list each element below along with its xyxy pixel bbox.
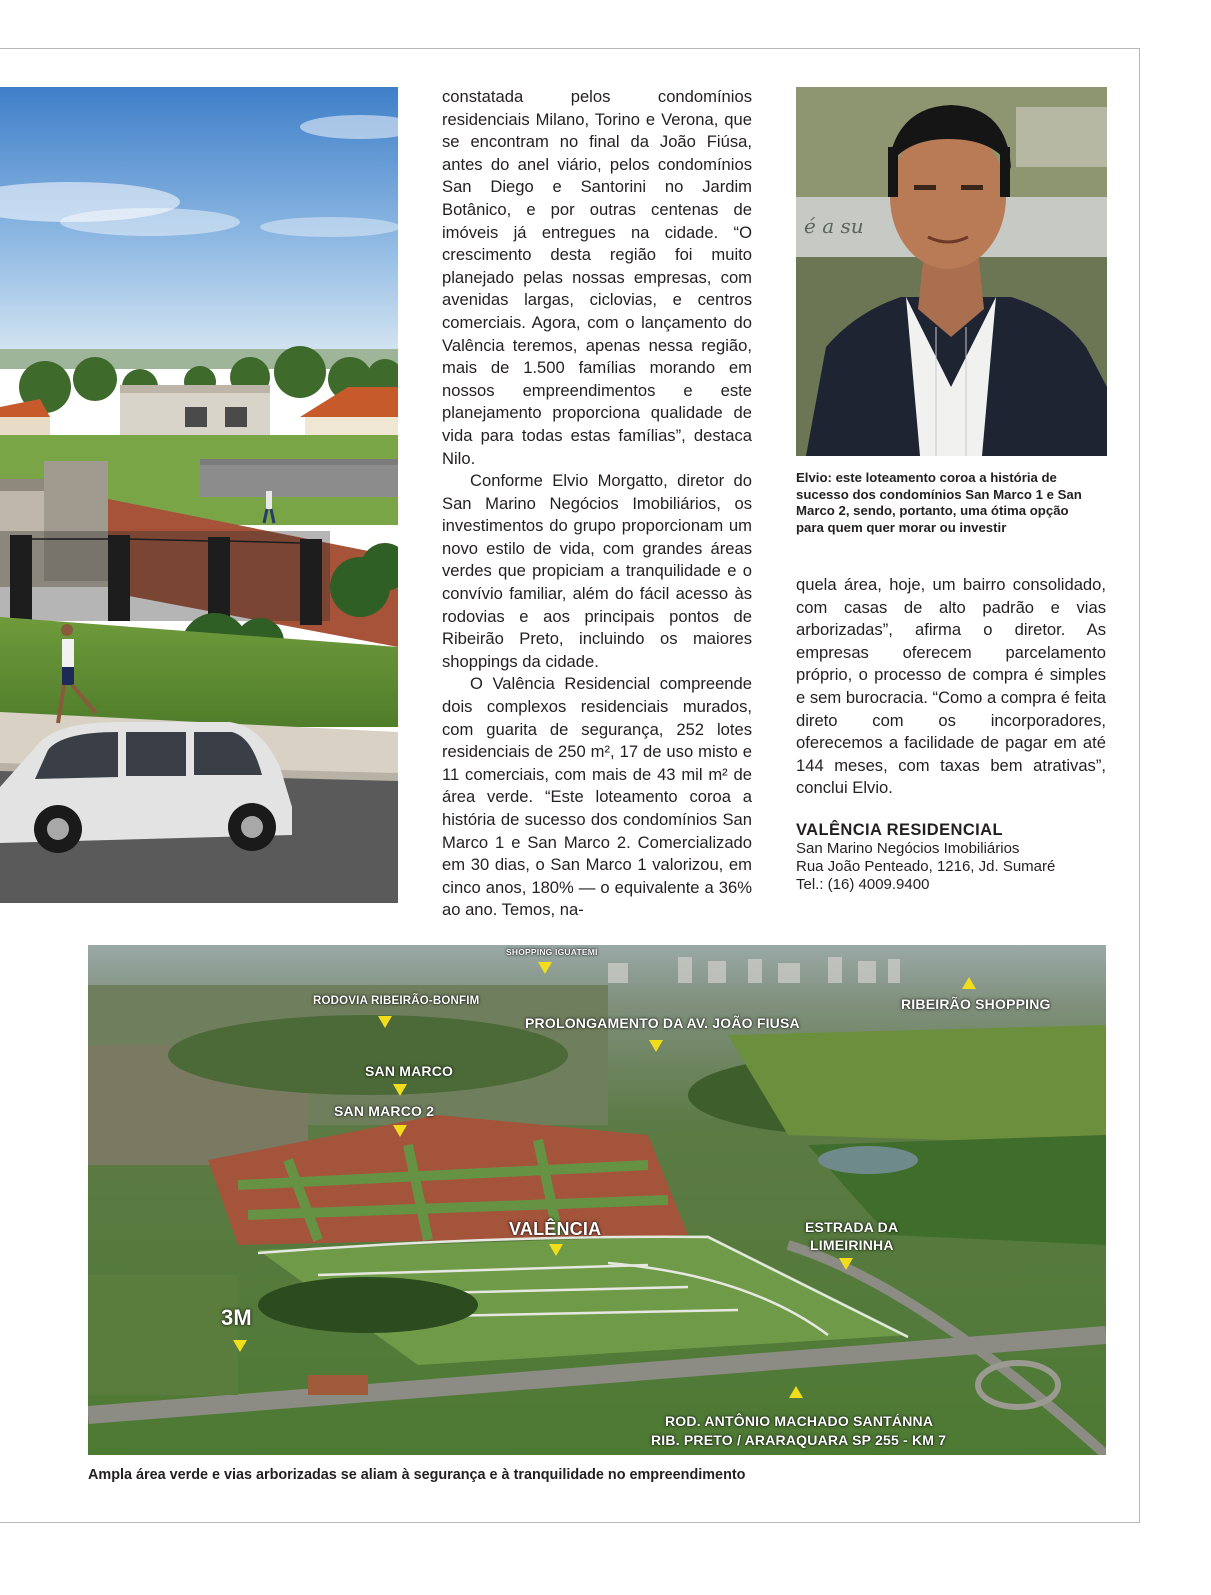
contact-phone: Tel.: (16) 4009.9400 xyxy=(796,876,930,894)
label-estrada-limeirinha-line2: LIMEIRINHA xyxy=(810,1237,894,1253)
label-rodovia-sp255-line2: RIB. PRETO / ARARAQUARA SP 255 - KM 7 xyxy=(651,1432,947,1448)
portrait-caption: Elvio: este loteamento coroa a história de sucesso dos condomínios San Marco 1 e San Marco 2, sendo, portanto, uma ótima opção para quem quer morar ou investir xyxy=(796,470,1082,535)
marker-san-marco xyxy=(393,1084,407,1096)
marker-rodovia-ribeirao-bonfim xyxy=(378,1016,392,1028)
aerial-photo-caption: Ampla área verde e vias arborizadas se aliam à segurança e à tranquilidade no empreendimento xyxy=(88,1467,746,1483)
label-shopping-iguatemi: SHOPPING IGUATEMI xyxy=(506,947,598,957)
article-column-right xyxy=(796,574,1106,800)
contact-title: VALÊNCIA RESIDENCIAL xyxy=(796,821,1003,839)
label-san-marco-2: SAN MARCO 2 xyxy=(334,1103,435,1119)
marker-prolongamento-joao-fiusa xyxy=(649,1040,663,1052)
page-frame-right xyxy=(1139,48,1140,1523)
label-san-marco: SAN MARCO xyxy=(365,1063,454,1079)
contact-address: Rua João Penteado, 1216, Jd. Sumaré xyxy=(796,858,1056,876)
article-paragraph: quela área, hoje, um bairro consolidado, com casas de alto padrão e vias arborizadas”, afirma o diretor. As empresas oferecem parcelamento próprio, o processo de compra é simples e sem burocracia. “Como a compra é feita direto com os incorporadores, oferecemos a facilidade de pagar em até 144 meses, com taxas bem atrativas”, conclui Elvio. xyxy=(796,575,1106,798)
elvio-portrait-photo xyxy=(796,87,1107,456)
contact-company: San Marino Negócios Imobiliários xyxy=(796,840,1020,857)
page-frame-bottom xyxy=(0,1522,1140,1523)
marker-rodovia-sp255 xyxy=(789,1386,803,1398)
article-paragraph: O Valência Residencial compreende dois complexos residenciais murados, com guarita de segurança, 252 lotes residenciais de 250 m², 17 de uso misto e 11 comerciais, com mais de 43 mil m² de área verde. “Este loteamento coroa a história de sucesso dos condomínios San Marco 1 e San Marco 2. Comercializado em 30 dias, o San Marco 1 valorizou, em cinco anos, 180% — o equivalente a 36% ao ano. Temos, na- xyxy=(442,674,752,920)
label-valencia: VALÊNCIA xyxy=(509,1219,602,1239)
label-estrada-limeirinha-line1: ESTRADA DA xyxy=(805,1219,899,1235)
marker-estrada-limeirinha xyxy=(839,1258,853,1270)
portrait-backdrop-text: é a su xyxy=(804,214,864,238)
label-prolongamento-joao-fiusa: PROLONGAMENTO DA AV. JOÃO FIUSA xyxy=(525,1015,800,1031)
article-paragraph: Conforme Elvio Morgatto, diretor do San Marino Negócios Imobiliários, os investimentos do grupo proporcionam um novo estilo de vida, com grandes áreas verdes que propiciam a tranquilidade e o convívio familiar, além do fácil acesso às rodovias e aos principais pontos de Ribeirão Preto, incluindo os maiores shoppings da cidade. xyxy=(442,471,752,671)
condominium-rendering-image xyxy=(0,87,398,903)
label-ribeirao-shopping: RIBEIRÃO SHOPPING xyxy=(901,996,1051,1012)
contact-info-block xyxy=(796,820,1106,895)
page-frame-top xyxy=(0,48,1140,49)
article-paragraph: constatada pelos condomínios residenciais Milano, Torino e Verona, que se encontram no final da João Fiúsa, antes do anel viário, pelos condomínios San Diego e Santorini no Jardim Botânico, e por outras centenas de imóveis já entregues na cidade. “O crescimento desta região foi muito planejado pelas nossas empresas, com avenidas largas, ciclovias, e centros comerciais. Agora, com o lançamento do Valência teremos, apenas nessa região, mais de 1.500 famílias morando em nossos empreendimentos e este planejamento proporciona qualidade de vida para todas estas famílias”, destaca Nilo. xyxy=(442,87,752,468)
marker-3m xyxy=(233,1340,247,1352)
article-column-middle xyxy=(442,86,752,922)
marker-ribeirao-shopping xyxy=(962,977,976,989)
aerial-site-photo xyxy=(88,945,1106,1455)
marker-valencia xyxy=(549,1244,563,1256)
label-rodovia-sp255-line1: ROD. ANTÔNIO MACHADO SANTÁNNA xyxy=(665,1413,934,1429)
label-rodovia-ribeirao-bonfim: RODOVIA RIBEIRÃO-BONFIM xyxy=(313,995,480,1007)
marker-shopping-iguatemi xyxy=(538,962,552,974)
marker-san-marco-2 xyxy=(393,1125,407,1137)
label-3m: 3M xyxy=(221,1305,252,1330)
